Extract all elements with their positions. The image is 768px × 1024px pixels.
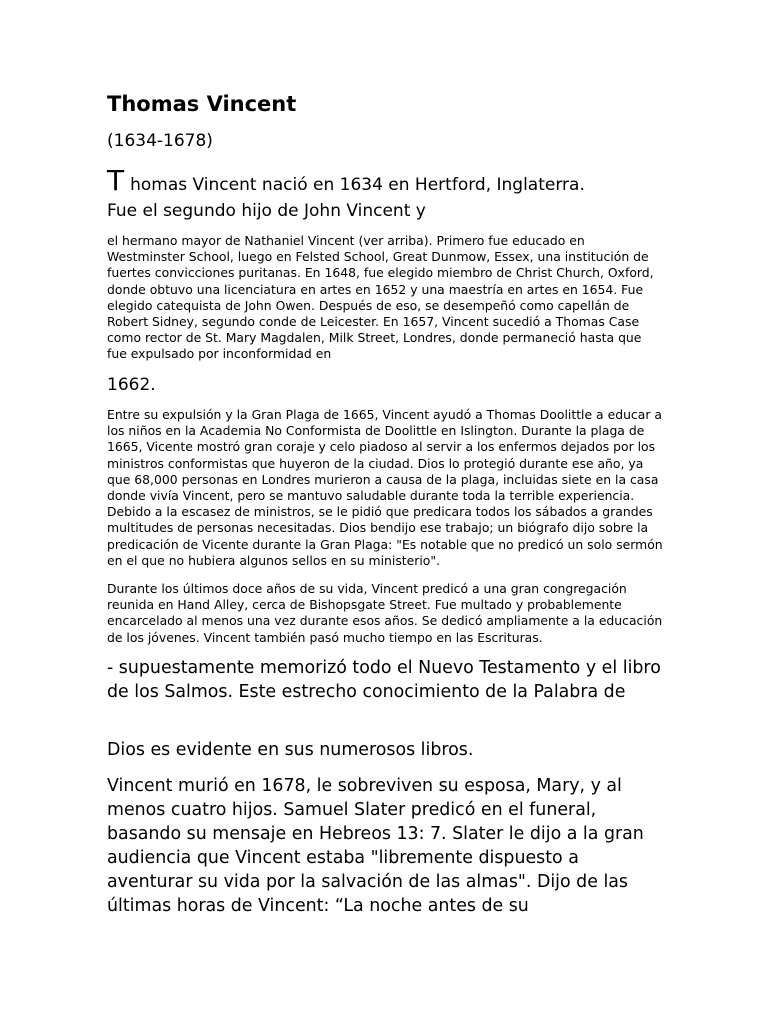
lead-line-1-text: homas Vincent nació en 1634 en Hertford, Inglaterra. [130, 175, 585, 195]
paragraph-memorized: - supuestamente memorizó todo el Nuevo Testamento y el libro de los Salmos. Este estrecho conocimiento de la Palabra de [107, 658, 661, 702]
lead-line-1 [107, 166, 663, 200]
paragraph-books: Dios es evidente en sus numerosos libros. [107, 740, 474, 760]
paragraph-plague: Entre su expulsión y la Gran Plaga de 1665, Vincent ayudó a Thomas Doolittle a educar a los niños en la Academia No Conformista de Doolittle en Islington. Durante la plaga de 1665, Vicente mostró gran coraje y celo piadoso al servir a los enfermos dejados por los ministros conformistas que huyeron de la ciudad. Dios lo protegió durante ese año, ya que 68,000 personas en Londres murieron a causa de la plaga, incluidas siete en la casa donde vivía Vincent, pero se mantuvo saludable durante toda la terrible experiencia. Debido a la escasez de ministros, se le pidió que predicara todos los sábados a grandes multitudes de personas necesitadas. Dios bendijo ese trabajo; un biógrafo dijo sobre la predicación de Vicente durante la Gran Plaga: "Es notable que no predicó un solo sermón en el que no hubiera algunos sellos en su ministerio". [107, 407, 663, 568]
document-title: Thomas Vincent [107, 92, 297, 116]
year-heading: 1662. [107, 375, 156, 395]
life-dates: (1634-1678) [107, 131, 213, 151]
paragraph-death: Vincent murió en 1678, le sobreviven su esposa, Mary, y al menos cuatro hijos. Samuel Slater predicó en el funeral, basando su mensaje en Hebreos 13: 7. Slater le dijo a la gran audiencia que Vincent estaba "libremente dispuesto a aventurar su vida por la salvación de las almas". Dijo de las últimas horas de Vincent: “La noche antes de su [107, 776, 644, 916]
drop-cap: T [107, 164, 125, 197]
paragraph-education: el hermano mayor de Nathaniel Vincent (ver arriba). Primero fue educado en Westminster School, luego en Felsted School, Great Dunmow, Essex, una institución de fuertes convicciones puritanas. En 1648, fue elegido miembro de Christ Church, Oxford, donde obtuvo una licenciatura en artes en 1652 y una maestría en artes en 1654. Fue elegido catequista de John Owen. Después de eso, se desempeñó como capellán de Robert Sidney, segundo conde de Leicester. En 1657, Vincent sucedió a Thomas Case como rector de St. Mary Magdalen, Milk Street, Londres, donde permaneció hasta que fue expulsado por inconformidad en [107, 233, 654, 362]
paragraph-last-years: Durante los últimos doce años de su vida, Vincent predicó a una gran congregación reunida en Hand Alley, cerca de Bishopsgate Street. Fue multado y probablemente encarcelado al menos una vez durante esos años. Se dedicó ampliamente a la educación de los jóvenes. Vincent también pasó mucho tiempo en las Escrituras. [107, 581, 663, 645]
lead-paragraph [107, 166, 663, 226]
lead-line-2: Fue el segundo hijo de John Vincent y [107, 201, 426, 221]
